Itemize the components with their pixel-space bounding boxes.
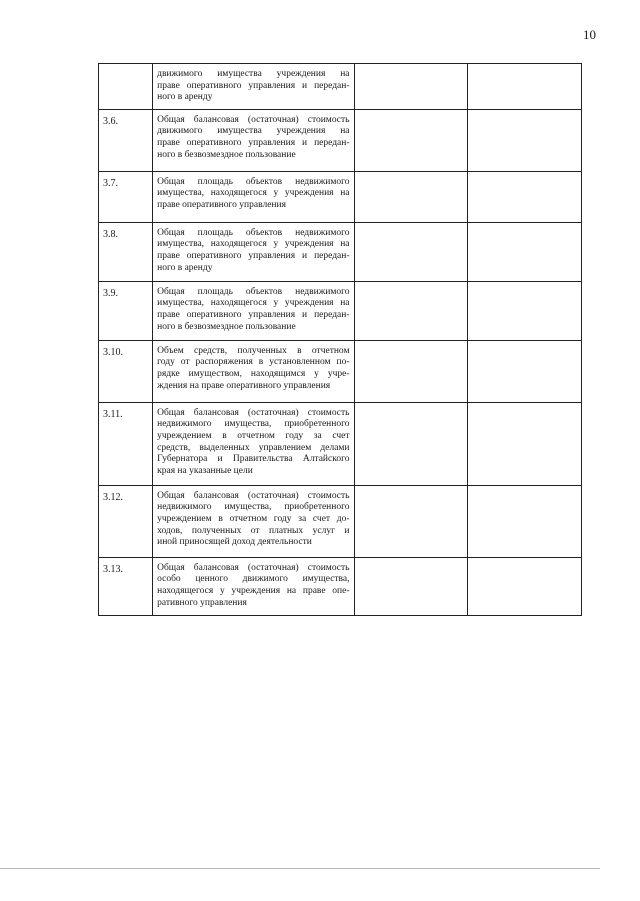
description-line: ждения на праве оперативного управления [157, 380, 331, 391]
description-line: году от распоряжения в установленном по- [157, 357, 350, 368]
description-line: особо ценного движимого имущества, [157, 574, 350, 585]
description-line: рядке имуществом, находящимся у учре- [157, 368, 350, 379]
table-row [99, 557, 582, 615]
description-line: недвижимого имущества, приобретенного [157, 502, 350, 513]
value-cell-a [354, 64, 467, 110]
description-line: учреждением в отчетном году за счет [157, 430, 350, 441]
table-row [99, 64, 582, 110]
description-line: находящегося у учреждения на праве опе- [157, 585, 350, 596]
table-row [99, 402, 582, 485]
description-line: ного в аренду [157, 92, 213, 103]
description-line: учреждением в отчетном году за счет до- [157, 513, 350, 524]
description-line: праве оперативного управления и передан- [157, 137, 350, 148]
description-line: имущества, находящегося у учреждения на [157, 239, 350, 250]
value-cell-a [354, 485, 467, 557]
row-description [153, 340, 354, 402]
description-line: праве оперативного управления и передан- [157, 250, 350, 261]
value-cell-b [467, 222, 581, 281]
value-cell-b [467, 340, 581, 402]
row-number: 3.13. [99, 557, 153, 615]
description-line: средств, выделенных управлением делами [157, 442, 350, 453]
bottom-divider [0, 868, 600, 869]
row-description [153, 557, 354, 615]
table-row [99, 109, 582, 171]
row-number: 3.7. [99, 171, 153, 222]
description-line: Общая площадь объектов недвижимого [157, 286, 350, 297]
row-description [153, 171, 354, 222]
row-number: 3.8. [99, 222, 153, 281]
row-description [153, 485, 354, 557]
description-line: движимого имущества учреждения на [157, 69, 350, 79]
description-line: имущества, находящегося у учреждения на [157, 298, 350, 309]
row-description [153, 109, 354, 171]
table-row [99, 171, 582, 222]
description-line: ного в безвозмездное пользование [157, 321, 296, 332]
value-cell-b [467, 109, 581, 171]
description-line: края на указанные цели [157, 465, 253, 476]
row-number [99, 64, 153, 110]
description-line: Объем средств, полученных в отчетном [157, 345, 350, 356]
value-cell-b [467, 64, 581, 110]
description-line: ного в безвозмездное пользование [157, 149, 296, 160]
row-description [153, 64, 354, 110]
table-row [99, 222, 582, 281]
value-cell-a [354, 171, 467, 222]
table-row [99, 485, 582, 557]
report-table [98, 63, 582, 616]
value-cell-a [354, 281, 467, 340]
value-cell-a [354, 222, 467, 281]
row-description [153, 402, 354, 485]
description-line: движимого имущества учреждения на [157, 126, 350, 137]
row-number: 3.6. [99, 109, 153, 171]
row-description [153, 281, 354, 340]
description-line: праве оперативного управления и передан- [157, 80, 350, 91]
value-cell-a [354, 109, 467, 171]
page-number: 10 [583, 27, 596, 42]
value-cell-b [467, 557, 581, 615]
description-line: Общая балансовая (остаточная) стоимость [157, 407, 350, 418]
description-line: ративного управления [157, 597, 247, 608]
description-line: праве оперативного управления [157, 199, 286, 210]
value-cell-b [467, 171, 581, 222]
value-cell-b [467, 402, 581, 485]
row-description [153, 222, 354, 281]
description-line: недвижимого имущества, приобретенного [157, 419, 350, 430]
description-line: Общая балансовая (остаточная) стоимость [157, 562, 350, 573]
description-line: имущества, находящегося у учреждения на [157, 188, 350, 199]
value-cell-b [467, 485, 581, 557]
description-line: праве оперативного управления и передан- [157, 309, 350, 320]
description-line: Губернатора и Правительства Алтайского [157, 454, 350, 465]
description-line: Общая площадь объектов недвижимого [157, 176, 350, 187]
description-line: ходов, полученных от платных услуг и [157, 525, 350, 536]
row-number: 3.9. [99, 281, 153, 340]
description-line: иной приносящей доход деятельности [157, 537, 312, 548]
description-line: ного в аренду [157, 262, 213, 273]
description-line: Общая балансовая (остаточная) стоимость [157, 114, 350, 125]
value-cell-b [467, 281, 581, 340]
table-row [99, 340, 582, 402]
row-number: 3.11. [99, 402, 153, 485]
row-number: 3.12. [99, 485, 153, 557]
value-cell-a [354, 402, 467, 485]
value-cell-a [354, 557, 467, 615]
description-line: Общая балансовая (остаточная) стоимость [157, 490, 350, 501]
table-row [99, 281, 582, 340]
row-number: 3.10. [99, 340, 153, 402]
description-line: Общая площадь объектов недвижимого [157, 227, 350, 238]
value-cell-a [354, 340, 467, 402]
